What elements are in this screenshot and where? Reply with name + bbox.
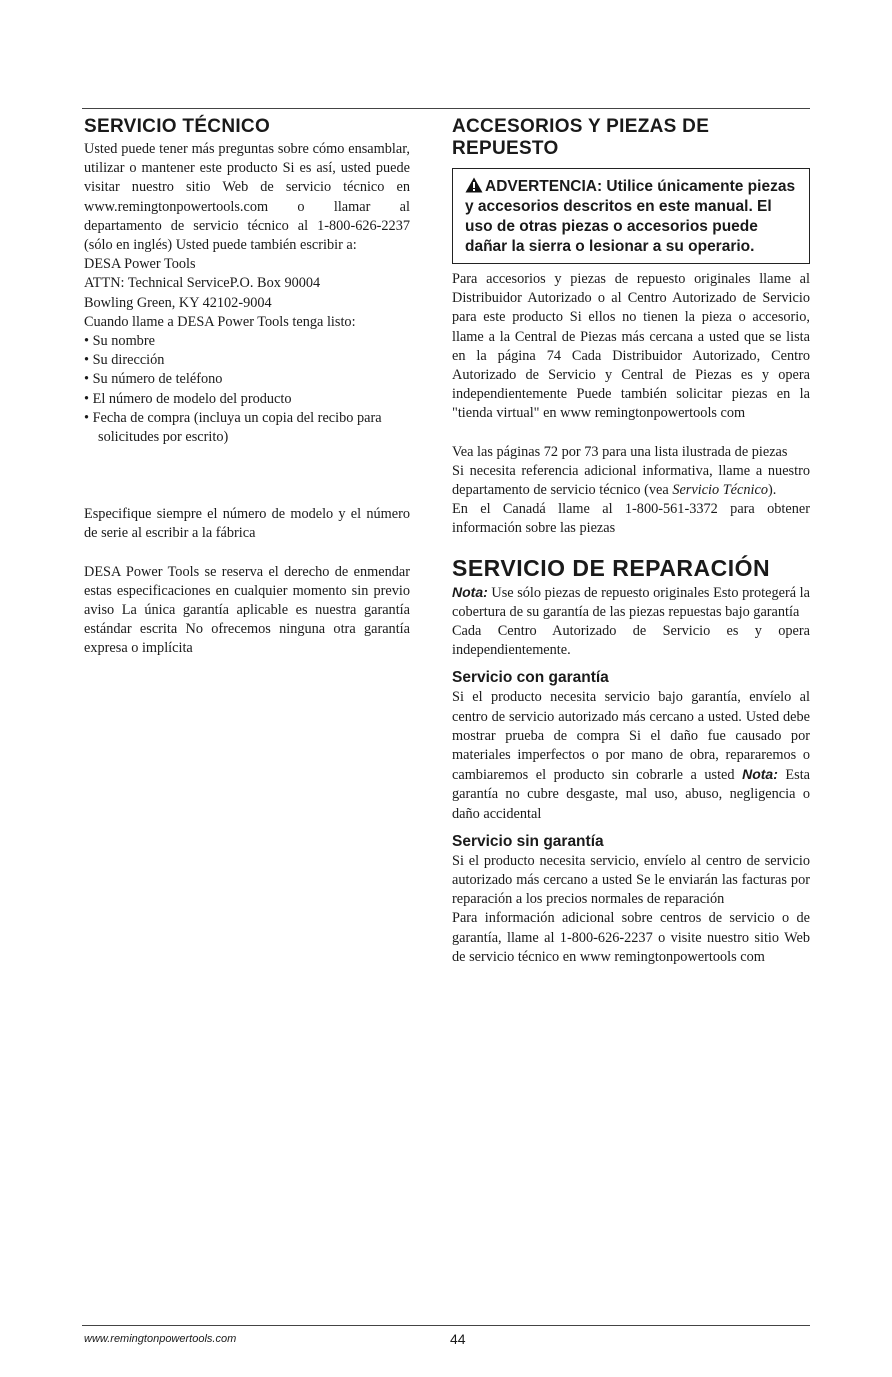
right-column [452, 116, 810, 967]
parts-paragraph-1: Para accesorios y piezas de repuesto originales llame al Distribuidor Autorizado o al Centro Autorizado de Servicio para este producto Si ellos no tienen la pieza o accesorio, llame a la Central de Piezas más cercana a usted que se lista en la página 74 Cada Distribuidor Autorizado, Centro Autorizado de Servicio y Central de Piezas es y opera independientemente Puede también solicitar piezas en la "tienda virtual" en www remingtonpowertools com [452, 271, 810, 422]
footer-url: www.remingtonpowertools.com [84, 1333, 237, 1345]
repair-heading: SERVICIO DE REPARACIÓN [452, 554, 771, 581]
nota-label: Nota: [452, 583, 488, 600]
bottom-rule [82, 1325, 810, 1326]
top-rule [82, 108, 810, 109]
repair-paragraph-1: Nota: Use sólo piezas de repuesto originales Esto protegerá la cobertura de su garantía de las piezas repuestas bajo garantía [452, 583, 810, 620]
repair-paragraph-2: Cada Centro Autorizado de Servicio es y opera independientemente. [452, 623, 810, 659]
nowarranty-heading: Servicio sin garantía [452, 832, 604, 850]
warranty-paragraph: Si el producto necesita servicio bajo garantía, envíelo al centro de servicio autorizado más cercano a usted. Usted debe mostrar prueba de compra Si el daño fue causado por materiales imperfectos o por mano de obra, repararemos o cambiaremos el producto sin cobrarle a usted Nota: Esta garantía no cubre desgaste, mal uso, abuso, negligencia o daño accidental [452, 689, 811, 822]
parts-paragraph-2: Vea las páginas 72 por 73 para una lista ilustrada de piezas [452, 443, 788, 460]
service-heading: SERVICIO TÉCNICO [84, 116, 271, 137]
warranty-heading: Servicio con garantía [452, 669, 609, 687]
service-reference: Servicio Técnico [672, 482, 768, 499]
checklist [84, 332, 410, 447]
checklist-item: • Su dirección [84, 351, 410, 370]
warning-box [452, 168, 810, 264]
warranty-nota-label: Nota: [742, 766, 778, 783]
parts-paragraph-4: En el Canadá llame al 1-800-561-3372 para obtener información sobre las piezas [452, 501, 810, 537]
checklist-item: • El número de modelo del producto [84, 390, 410, 409]
checklist-item: • Su nombre [84, 332, 410, 351]
address-line-3: Bowling Green, KY 42102-9004 [84, 294, 272, 311]
specify-paragraph: Especifique siempre el número de modelo y el número de serie al escribir a la fábrica [84, 506, 410, 542]
warning-icon [465, 177, 483, 193]
checklist-item: • Fecha de compra (incluya un copia del recibo para solicitudes por escrito) [84, 409, 410, 447]
nowarranty-paragraph-2: Para información adicional sobre centros de servicio o de garantía, llame al 1-800-626-2237 o visite nuestro sitio Web de servicio técnico en www remingtonpowertools com [452, 910, 810, 965]
nowarranty-paragraph-1: Si el producto necesita servicio, envíelo al centro de servicio autorizado más cercano a usted Se le enviarán las facturas por reparación a los precios normales de reparación [452, 852, 810, 908]
parts-heading: ACCESORIOS Y PIEZAS DE REPUESTO [452, 116, 710, 159]
left-column [84, 116, 410, 659]
reserve-paragraph: DESA Power Tools se reserva el derecho de enmendar estas especificaciones en cualquier momento sin previo aviso La única garantía aplicable es nuestra garantía estándar escrita No ofrecemos ninguna otra garantía expresa o implícita [84, 563, 410, 657]
parts-paragraph-3: Si necesita referencia adicional informativa, llame a nuestro departamento de servicio técnico (vea Servicio Técnico). [452, 462, 810, 499]
call-intro: Cuando llame a DESA Power Tools tenga listo: [84, 313, 356, 330]
address-line-2: ATTN: Technical ServiceP.O. Box 90004 [84, 275, 321, 292]
checklist-item: • Su número de teléfono [84, 370, 410, 389]
service-intro: Usted puede tener más preguntas sobre cómo ensamblar, utilizar o mantener este producto Si es así, usted puede visitar nuestro sitio Web de servicio técnico en www.remingtonpowertools.com o llamar al departamento de servicio técnico al 1-800-626-2237 (sólo en inglés) Usted puede también escribir a: [84, 141, 410, 254]
page-number: 44 [450, 1331, 466, 1347]
address-line-1: DESA Power Tools [84, 256, 196, 273]
warning-text: ADVERTENCIA: Utilice únicamente piezas y accesorios descritos en este manual. El uso de otras piezas o accesorios puede dañar la sierra o lesionar a su operario. [465, 178, 796, 255]
